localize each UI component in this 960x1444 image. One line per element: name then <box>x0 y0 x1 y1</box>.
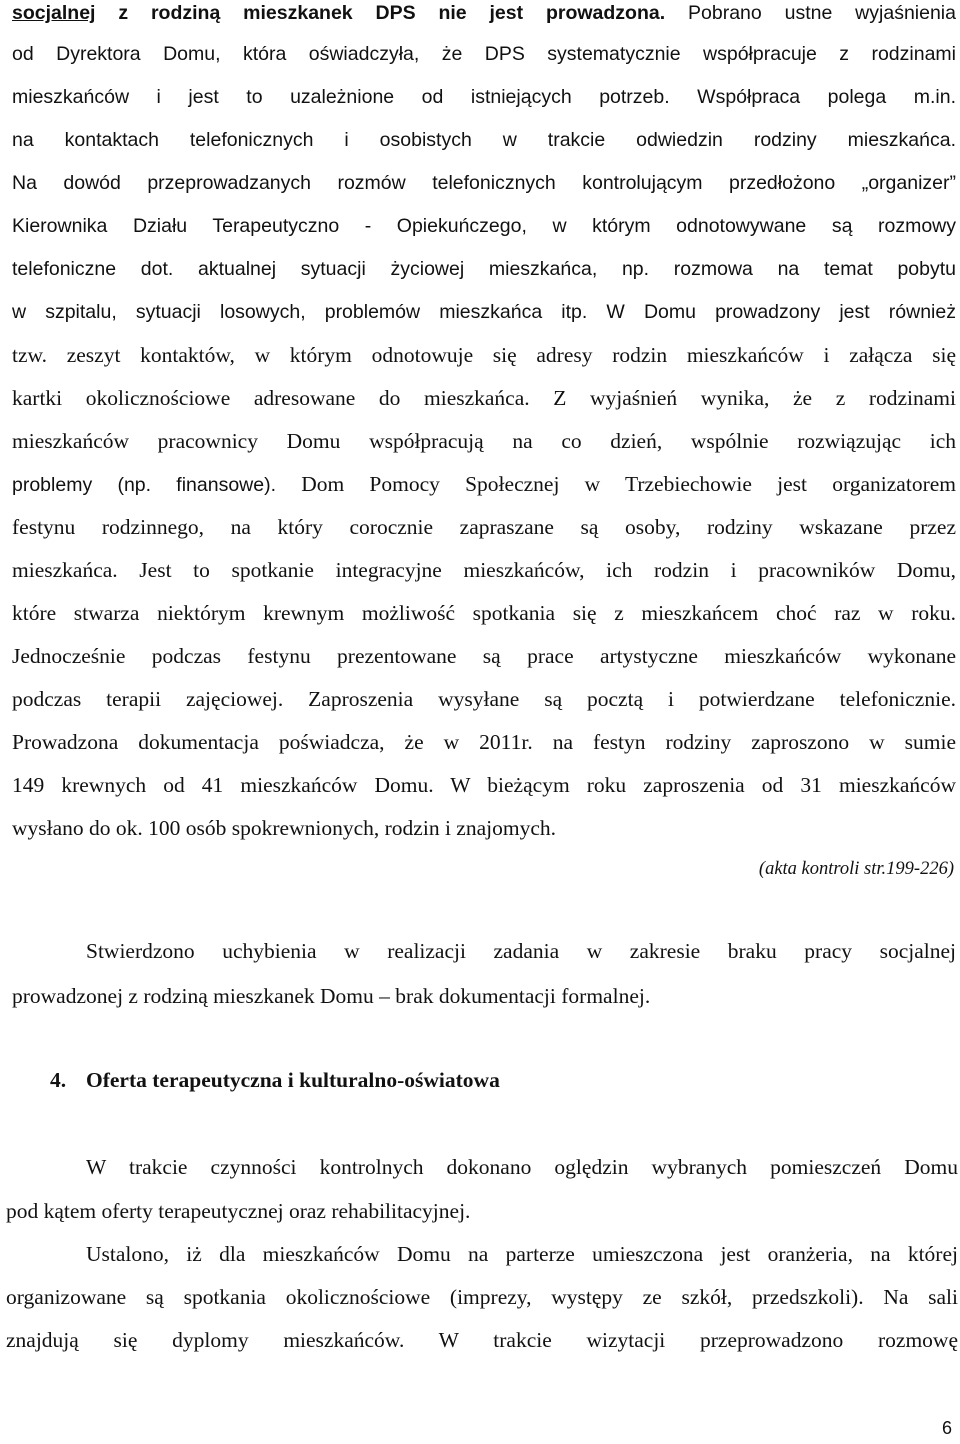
paragraph-a-line-13: festynu rodzinnego, na który corocznie zapraszane są osoby, rodziny wskazane przez <box>12 515 956 539</box>
paragraph-a-line-4: na kontaktach telefonicznych i osobistych w trakcie odwiedzin rodziny mieszkańca. <box>12 129 956 151</box>
finding-line-2: prowadzonej z rodziną mieszkanek Domu – brak dokumentacji formalnej. <box>12 984 651 1008</box>
paragraph-c-line-2: organizowane są spotkania okolicznościowe (imprezy, występy ze szkół, przedszkoli). Na sali <box>6 1285 958 1309</box>
paragraph-a-line-16: Jednocześnie podczas festynu prezentowane są prace artystyczne mieszkańców wykonane <box>12 644 956 668</box>
paragraph-a-line-11: mieszkańców pracownicy Domu współpracują na co dzień, wspólnie rozwiązując ich <box>12 429 956 453</box>
paragraph-a-line-15: które stwarza niektórym krewnym możliwość spotkania się z mieszkańcem choć raz w roku. <box>12 601 956 625</box>
paragraph-a-line-10: kartki okolicznościowe adresowane do mieszkańca. Z wyjaśnień wynika, że z rodzinami <box>12 386 956 410</box>
paragraph-a-line-18: Prowadzona dokumentacja poświadcza, że w 2011r. na festyn rodziny zaproszono w sumie <box>12 730 956 754</box>
paragraph-a-line-17: podczas terapii zajęciowej. Zaproszenia wysyłane są pocztą i potwierdzane telefonicznie. <box>12 687 956 711</box>
section-title: Oferta terapeutyczna i kulturalno-oświatowa <box>86 1068 500 1092</box>
paragraph-a-line-9: tzw. zeszyt kontaktów, w którym odnotowuje się adresy rodzin mieszkańców i załącza się <box>12 343 956 367</box>
paragraph-a-line-14: mieszkańca. Jest to spotkanie integracyjne mieszkańców, ich rodzin i pracowników Domu, <box>12 558 956 582</box>
section-number: 4. <box>50 1068 67 1092</box>
page-number: 6 <box>941 1418 952 1438</box>
paragraph-b-line-2: pod kątem oferty terapeutycznej oraz rehabilitacyjnej. <box>6 1199 471 1223</box>
paragraph-b-line-1: W trakcie czynności kontrolnych dokonano oględzin wybranych pomieszczeń Domu <box>86 1155 958 1179</box>
paragraph-c-line-1: Ustalono, iż dla mieszkańców Domu na parterze umieszczona jest oranżeria, na której <box>86 1242 958 1266</box>
paragraph-a-line-8: w szpitalu, sytuacji losowych, problemów mieszkańca itp. W Domu prowadzony jest również <box>12 301 956 323</box>
bold-statement: z rodziną mieszkanek DPS nie jest prowadzona. <box>95 2 666 24</box>
paragraph-a-line-1 <box>12 0 956 27</box>
paragraph-a-line-6: Kierownika Działu Terapeutyczno - Opiekuńczego, w którym odnotowywane są rozmowy <box>12 215 956 237</box>
paragraph-a-line-3: mieszkańców i jest to uzależnione od istniejących potrzeb. Współpraca polega m.in. <box>12 86 956 108</box>
paragraph-a-line-20: wysłano do ok. 100 osób spokrewnionych, rodzin i znajomych. <box>12 816 556 840</box>
text-fragment-sans: problemy (np. finansowe). <box>12 474 277 496</box>
paragraph-c-line-3: znajdują się dyplomy mieszkańców. W trakcie wizytacji przeprowadzono rozmowę <box>6 1328 958 1352</box>
underlined-word: socjalnej <box>12 2 96 24</box>
paragraph-a-line-7: telefoniczne dot. aktualnej sytuacji życiowej mieszkańca, np. rozmowa na temat pobytu <box>12 258 956 280</box>
paragraph-a-line-12 <box>12 470 956 499</box>
paragraph-a-line-5: Na dowód przeprowadzanych rozmów telefonicznych kontrolującym przedłożono „organizer” <box>12 172 956 194</box>
citation: (akta kontroli str.199-226) <box>758 859 954 879</box>
paragraph-a-line-19: 149 krewnych od 41 mieszkańców Domu. W bieżącym roku zaproszenia od 31 mieszkańców <box>12 773 956 797</box>
text-fragment-serif: Dom Pomocy Społecznej w Trzebiechowie jest organizatorem <box>276 472 956 496</box>
finding-line-1: Stwierdzono uchybienia w realizacji zadania w zakresie braku pracy socjalnej <box>86 939 956 963</box>
paragraph-a-line-2: od Dyrektora Domu, która oświadczyła, że DPS systematycznie współpracuje z rodzinami <box>12 43 956 65</box>
text-fragment: Pobrano ustne wyjaśnienia <box>665 2 956 24</box>
